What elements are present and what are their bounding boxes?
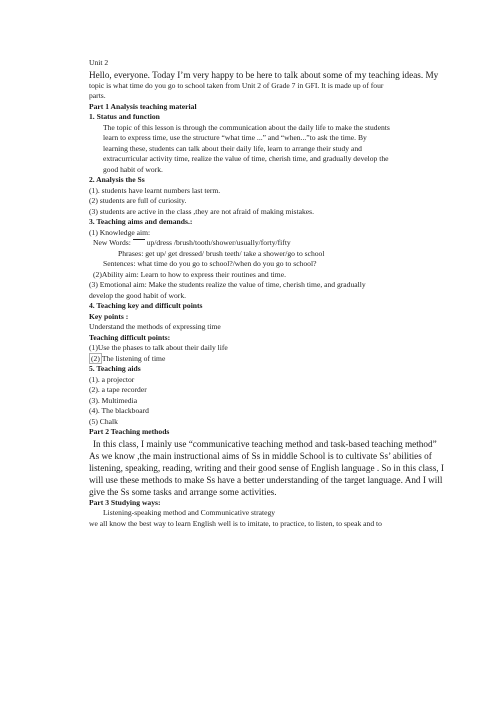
list-item: (1)Use the phases to talk about their daily life [89, 343, 228, 352]
ability-aim: (2)Ability aim: Learn to how to express their routines and time. [93, 269, 286, 279]
underline-mark [133, 239, 145, 240]
unit-title: Unit 2 [89, 58, 109, 67]
part2-heading: Part 2 Teaching methods [89, 427, 170, 436]
paragraph-line: we all know the best way to learn English well is to imitate, to practice, to listen, to speak and to [89, 518, 382, 528]
paragraph-line: will use these methods to make Ss have a better understanding of the target language. And I will [89, 474, 443, 485]
phrases-line: Phrases: get up/ get dressed/ brush teeth/ take a shower/go to school [118, 248, 325, 258]
list-item: (2). a tape recorder [89, 385, 147, 394]
list-item: (4). The blackboard [89, 406, 149, 415]
list-item: (2) students are full of curiosity. [89, 196, 187, 205]
section-heading: 3. Teaching aims and demands.: [89, 217, 193, 226]
emotional-aim: (3) Emotional aim: Make the students realize the value of time, cherish time, and gradually [89, 280, 366, 289]
list-text: The listening of time [101, 353, 166, 363]
document-body [89, 58, 444, 529]
list-item [89, 228, 419, 239]
paragraph-line: As we know ,the main instructional aims of Ss in middle School is to cultivate Ss’ abilities of [89, 450, 432, 461]
section-heading: 2. Analysis the Ss [89, 175, 145, 184]
list-item: (3) students are active in the class ,they are not afraid of making mistakes. [89, 206, 314, 216]
key-points-text: Understand the methods of expressing time [89, 322, 221, 331]
knowledge-aim-label: (1) Knowledge aim: [89, 227, 151, 237]
paragraph-line: learn to express time, use the structure “what time ...” and “when...”to ask the time. By [103, 133, 367, 142]
paragraph-line: The topic of this lesson is through the communication about the daily life to make the students [103, 122, 390, 132]
section-heading: 4. Teaching key and difficult points [89, 301, 203, 310]
intro-line: Hello, everyone. Today I’m very happy to be here to talk about some of my teaching ideas. My [89, 69, 439, 80]
emotional-aim-cont: develop the good habit of work. [89, 290, 187, 300]
list-item: (3). Multimedia [89, 395, 138, 405]
new-words-line [89, 238, 419, 249]
part1-heading: Part 1 Analysis teaching material [89, 101, 197, 111]
paragraph-line: listening, speaking, reading, writing and their good sense of English language . So in this class, I [89, 462, 444, 473]
paragraph-line: Listening-speaking method and Communicative strategy [103, 508, 276, 517]
part3-heading: Part 3 Studying ways: [89, 497, 161, 507]
section-heading: 5. Teaching aids [89, 364, 141, 373]
list-item: (5) Chalk [89, 416, 118, 426]
paragraph-line: good habit of work. [103, 164, 163, 174]
difficult-points-label: Teaching difficult points: [89, 332, 171, 342]
list-item [89, 354, 419, 365]
paragraph-line: In this class, I mainly use “communicative teaching method and task-based teaching method” [93, 438, 437, 449]
paragraph-line: give the Ss some tasks and arrange some activities. [89, 486, 277, 497]
list-item: (1). students have learnt numbers last term. [89, 185, 221, 195]
paragraph-line: learning these, students can talk about their daily life, learn to arrange their study and [103, 143, 362, 153]
list-item: (1). a projector [89, 374, 135, 384]
paragraph-line: extracurricular activity time, realize the value of time, cherish time, and gradually develop the [103, 154, 389, 163]
intro-line: topic is what time do you go to school taken from Unit 2 of Grade 7 in GFI. It is made up of four [89, 80, 384, 90]
new-words-list: up/dress /brush/tooth/shower/usually/forty/fifty [146, 238, 291, 247]
list-number: (2) [91, 353, 100, 363]
sentences-line: Sentences: what time do you go to school?/when do you go to school? [103, 259, 317, 268]
intro-line: parts. [89, 91, 106, 100]
new-words-label: New Words: [93, 238, 131, 247]
section-heading: 1. Status and function [89, 112, 160, 121]
key-points-label: Key points : [89, 311, 129, 321]
